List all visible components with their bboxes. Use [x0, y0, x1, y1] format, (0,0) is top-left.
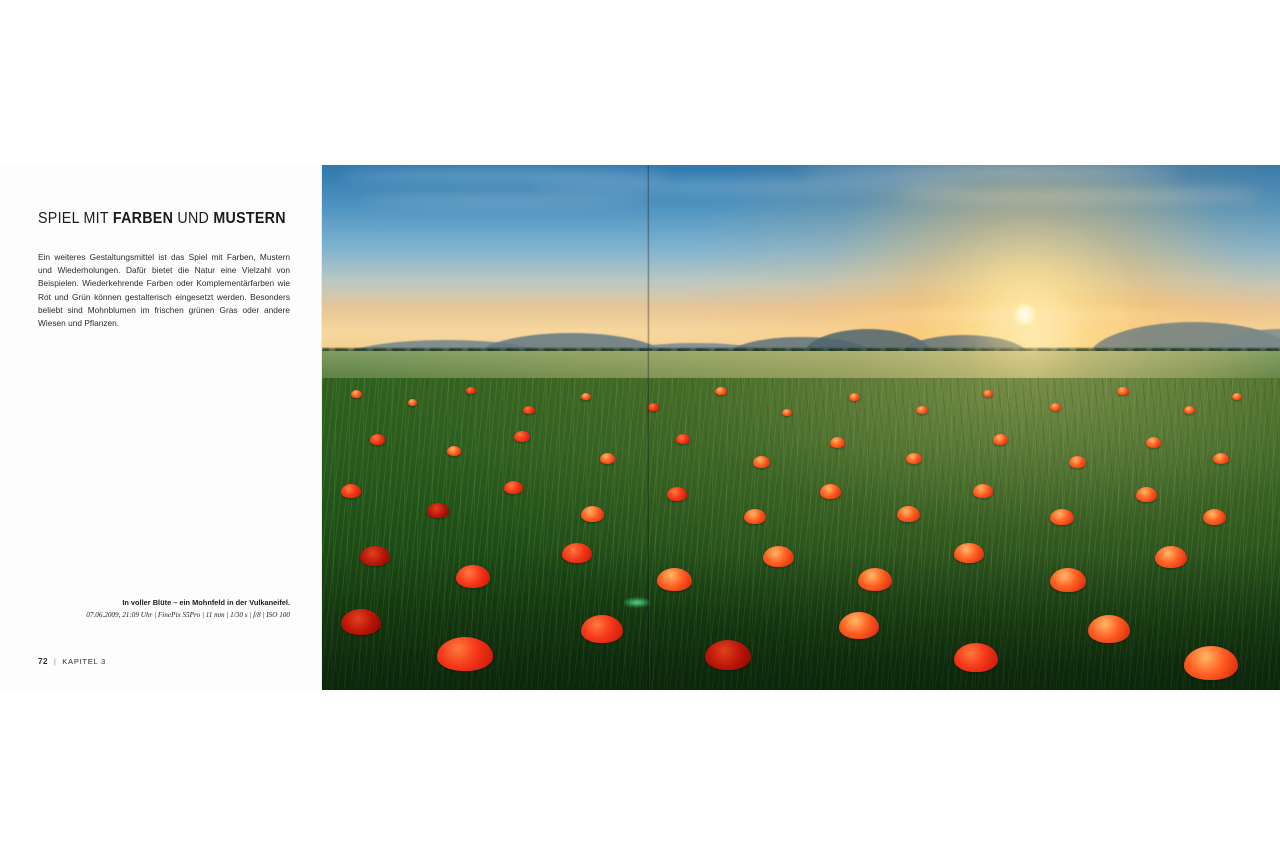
poppy-blossom	[523, 406, 535, 414]
cloud	[533, 182, 974, 190]
poppy-blossom	[562, 543, 592, 563]
page-gutter	[647, 165, 650, 690]
folio-separator: |	[53, 657, 57, 666]
headline-part-3: UND	[173, 210, 214, 227]
poppy-blossom	[820, 484, 841, 499]
cloud	[341, 171, 667, 180]
poppy-blossom	[667, 487, 687, 501]
poppy-blossom	[763, 546, 794, 567]
headline-part-4: MUSTERN	[213, 210, 286, 227]
lens-flare	[624, 598, 650, 607]
poppy-blossom	[983, 390, 993, 397]
poppy-blossom	[657, 568, 692, 591]
left-page	[0, 165, 322, 690]
poppy-blossom	[1232, 393, 1242, 400]
poppy-blossom	[581, 615, 623, 643]
poppy-blossom	[1146, 437, 1161, 448]
poppy-blossom	[782, 409, 792, 416]
poppy-blossom	[466, 387, 476, 394]
poppy-blossom	[447, 446, 461, 456]
poppy-blossom	[1213, 453, 1229, 464]
poppy-blossom	[858, 568, 892, 591]
poppy-blossom	[1184, 406, 1195, 414]
poppy-blossom	[1136, 487, 1157, 502]
poppy-blossom	[1117, 387, 1129, 395]
cloud	[897, 191, 1261, 199]
poppy-blossom	[993, 434, 1008, 445]
poppy-blossom	[1050, 568, 1086, 592]
poppy-blossom	[427, 503, 449, 518]
poppy-blossom	[341, 484, 361, 498]
body-paragraph: Ein weiteres Gestaltungsmittel ist das Spiel mit Farben, Mustern und Wiederholungen. Dafür bietet die Natur eine Vielzahl von Beispielen. Wiederkehrende Farben oder Komplementärfarben wie Rot und Grün können gestalterisch eingesetzt werden. Besonders beliebt sind Mohnblumen im frischen grünen Gras oder andere Wiesen und Pflanzen.	[38, 252, 290, 328]
poppy-blossom	[370, 434, 385, 445]
page-title	[38, 210, 286, 228]
caption-exif-meta: 07.06.2009, 21:09 Uhr | FinePix S5Pro | 11 mm | 1/30 s | f/8 | ISO 100	[86, 611, 290, 619]
poppy-blossom	[341, 609, 381, 635]
poppy-blossom	[1155, 546, 1187, 568]
poppy-blossom	[1184, 646, 1238, 680]
poppy-blossom	[456, 565, 490, 588]
caption-title: In voller Blüte – ein Mohnfeld in der Vulkaneifel.	[122, 598, 290, 607]
poppy-field-sunset-photograph	[322, 165, 1280, 690]
poppy-blossom	[437, 637, 493, 671]
poppy-blossom	[600, 453, 615, 464]
poppy-blossom	[1050, 509, 1074, 525]
poppy-blossom	[897, 506, 920, 522]
cloud	[360, 197, 647, 203]
figure-caption	[38, 597, 290, 621]
poppy-blossom	[973, 484, 993, 498]
poppy-blossom	[504, 481, 523, 494]
page-number: 72	[38, 657, 48, 666]
poppy-blossom	[676, 434, 690, 444]
poppy-blossom	[581, 393, 591, 400]
poppy-blossom	[351, 390, 362, 398]
poppy-blossom	[849, 393, 860, 401]
folio	[38, 657, 106, 666]
poppy-blossom	[514, 431, 530, 442]
headline-part-2: FARBEN	[112, 210, 174, 227]
headline-part-1: SPIEL MIT	[38, 210, 113, 227]
chapter-label: KAPITEL 3	[62, 657, 106, 666]
poppy-blossom	[1069, 456, 1086, 468]
poppy-blossom	[830, 437, 845, 448]
poppy-blossom	[954, 543, 984, 563]
poppy-blossom	[715, 387, 727, 395]
poppy-blossom	[753, 456, 770, 468]
poppy-blossom	[1050, 403, 1061, 411]
poppy-blossom	[906, 453, 922, 464]
book-spread	[0, 165, 1280, 690]
poppy-blossom	[954, 643, 998, 672]
cloud	[801, 167, 1184, 178]
right-page	[322, 165, 1280, 690]
poppy-field-foreground	[322, 378, 1280, 690]
poppy-blossom	[1088, 615, 1130, 643]
poppy-blossom	[360, 546, 390, 566]
poppy-blossom	[839, 612, 879, 639]
poppy-blossom	[705, 640, 751, 670]
poppy-blossom	[744, 509, 766, 524]
poppy-blossom	[1203, 509, 1226, 525]
poppy-blossom	[581, 506, 604, 522]
poppy-blossom	[916, 406, 928, 414]
